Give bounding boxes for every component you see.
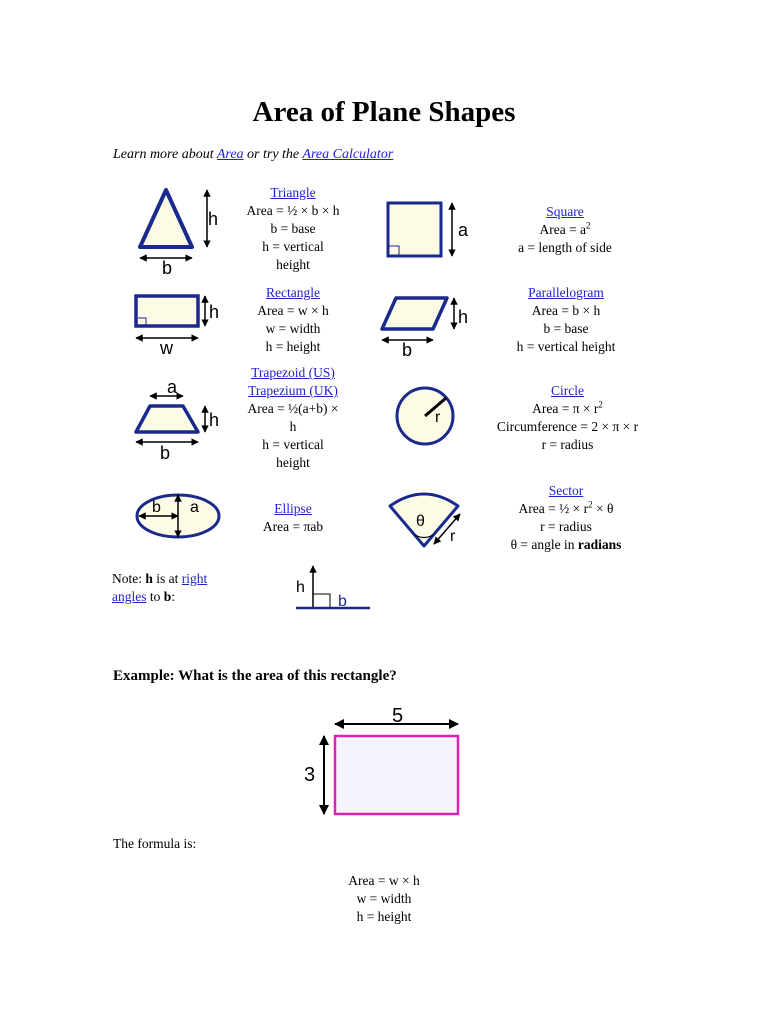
triangle-h-label: h [208,209,219,229]
formula-block: Area = w × h w = width h = height [348,873,420,924]
square-link[interactable]: Square [546,204,584,219]
trapezoid-info: Trapezoid (US) Trapezium (UK) Area = ½(a+b) × h h = vertical height [228,364,358,472]
triangle-figure [128,182,228,277]
rectangle-w-label: w [160,338,173,358]
square-a-label: a [458,220,469,240]
triangle-info: Triangle Area = ½ × b × h b = base h = vertical height [228,184,358,274]
sector-theta-label: θ [416,513,425,530]
triangle-shape [140,190,192,247]
formula-intro: The formula is: [113,836,197,851]
parallelogram-link[interactable]: Parallelogram [528,285,604,300]
ellipse-link[interactable]: Ellipse [274,501,312,516]
example-height-label: 3 [304,764,316,786]
example-question: Example: What is the area of this rectangle? [113,668,397,684]
triangle-link[interactable]: Triangle [270,185,316,200]
right-angle-figure [292,562,372,614]
sector-link[interactable]: Sector [548,483,584,498]
ellipse-figure [130,488,230,548]
square-shape [388,203,441,256]
sector-info: Sector Area = ½ × $r^2 \times \theta$ r = radius θ = angle in radians [486,482,646,554]
page-title: Area of Plane Shapes [252,96,516,128]
area-link[interactable]: Area [216,147,244,162]
rectangle-shape [136,296,198,326]
rectangle-info: Rectangle Area = w × h w = width h = height [228,284,358,356]
area-calculator-link[interactable]: Area Calculator [302,147,394,162]
circle-link[interactable]: Circle [551,383,584,398]
intro-text: Learn more about Area or try the Area Calculator [113,147,394,162]
circle-figure [390,380,470,460]
right-angle-note: Note: h is at right angles to b: [112,571,208,604]
sector-figure [382,484,482,564]
sector-r-label: r [450,528,456,545]
example-rectangle [335,736,458,814]
ellipse-b-label: b [152,499,161,516]
trapezoid-link[interactable]: Trapezoid (US) [251,365,335,380]
trapezoid-h-label: h [209,410,220,430]
triangle-b-label: b [162,258,173,277]
square-info: Square Area = $a^2$ a = length of side [490,203,640,257]
parallelogram-figure [374,290,484,360]
parallelogram-h-label: h [458,307,469,327]
parallelogram-info: Parallelogram Area = b × h b = base h = vertical height [486,284,646,356]
parallelogram-shape [382,298,447,329]
circle-r-label: r [435,409,441,426]
trapezoid-a-label: a [167,377,178,397]
rectangle-figure [128,288,228,358]
trapezium-link[interactable]: Trapezium (UK) [248,383,338,398]
trapezoid-shape [136,406,198,432]
trapezoid-b-label: b [160,443,171,463]
ellipse-info: Ellipse Area = πab [228,500,358,536]
circle-info: Circle Area = $\pi \times r^2$ Circumference = 2 × π × r r = radius [480,382,655,454]
square-figure [380,196,480,266]
parallelogram-b-label: b [402,340,413,360]
rectangle-link[interactable]: Rectangle [266,285,320,300]
trapezoid-figure [128,376,238,466]
note-h-label: h [296,579,305,596]
example-width-label: 5 [392,705,404,727]
ellipse-a-label: a [190,499,199,516]
example-rectangle-figure [300,702,470,820]
rectangle-h-label: h [209,302,220,322]
right-angles-link[interactable]: right angles [112,571,208,604]
note-b-label: b [338,593,347,610]
